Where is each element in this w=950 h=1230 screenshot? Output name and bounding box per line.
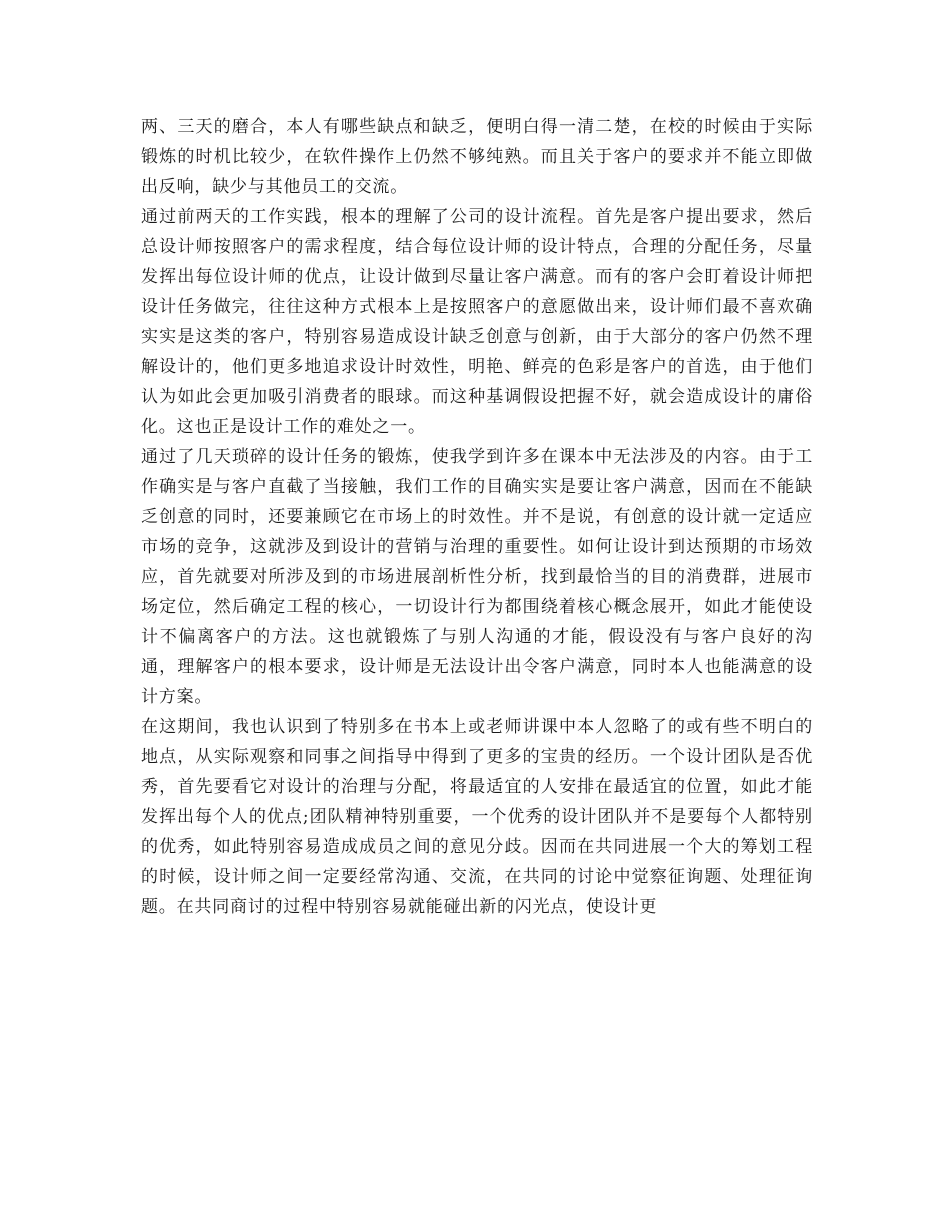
document-body [141, 112, 813, 922]
paragraph-4: 在这期间，我也认识到了特别多在书本上或老师讲课中本人忽略了的或有些不明白的地点，从实际观察和同事之间指导中得到了更多的宝贵的经历。一个设计团队是否优秀，首先要看它对设计的治理与分配，将最适宜的人安排在最适宜的位置，如此才能发挥出每个人的优点;团队精神特别重要，一个优秀的设计团队并不是要每个人都特别的优秀，如此特别容易造成成员之间的意见分歧。因而在共同进展一个大的筹划工程的时候，设计师之间一定要经常沟通、交流，在共同的讨论中觉察征询题、处理征询题。在共同商讨的过程中特别容易就能碰出新的闪光点，使设计更 [141, 717, 813, 917]
paragraph-1: 两、三天的磨合，本人有哪些缺点和缺乏，便明白得一清二楚，在校的时候由于实际锻炼的时机比较少，在软件操作上仍然不够纯熟。而且关于客户的要求并不能立即做出反响，缺少与其他员工的交流。 [141, 117, 813, 197]
paragraph-2: 通过前两天的工作实践，根本的理解了公司的设计流程。首先是客户提出要求，然后总设计师按照客户的需求程度，结合每位设计师的设计特点，合理的分配任务，尽量发挥出每位设计师的优点，让设计做到尽量让客户满意。而有的客户会盯着设计师把设计任务做完，往往这种方式根本上是按照客户的意愿做出来，设计师们最不喜欢确实实是这类的客户，特别容易造成设计缺乏创意与创新，由于大部分的客户仍然不理解设计的，他们更多地追求设计时效性，明艳、鲜亮的色彩是客户的首选，由于他们认为如此会更加吸引消费者的眼球。而这种基调假设把握不好，就会造成设计的庸俗化。这也正是设计工作的难处之一。 [141, 207, 813, 437]
paragraph-3: 通过了几天琐碎的设计任务的锻炼，使我学到许多在课本中无法涉及的内容。由于工作确实是与客户直截了当接触，我们工作的目确实实是要让客户满意，因而在不能缺乏创意的同时，还要兼顾它在市场上的时效性。并不是说，有创意的设计就一定适应市场的竞争，这就涉及到设计的营销与治理的重要性。如何让设计到达预期的市场效应，首先就要对所涉及到的市场进展剖析性分析，找到最恰当的目的消费群，进展市场定位，然后确定工程的核心，一切设计行为都围绕着核心概念展开，如此才能使设计不偏离客户的方法。这也就锻炼了与别人沟通的才能，假设没有与客户良好的沟通，理解客户的根本要求，设计师是无法设计出令客户满意，同时本人也能满意的设计方案。 [141, 447, 813, 707]
